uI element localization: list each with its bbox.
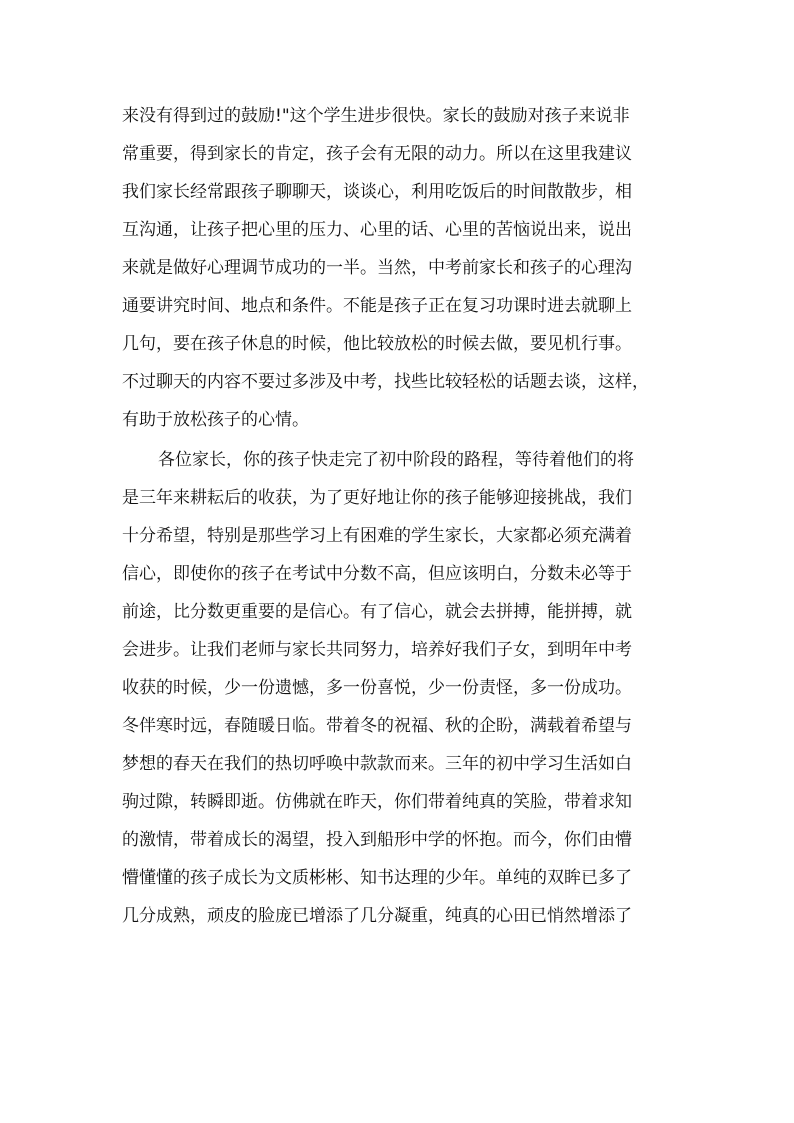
text-line: 通要讲究时间、地点和条件。不能是孩子正在复习功课时进去就聊上 bbox=[122, 296, 632, 316]
text-line: 有助于放松孩子的心情。 bbox=[122, 410, 309, 430]
paragraph-first-line: 各位家长，你的孩子快走完了初中阶段的路程，等待着他们的将 bbox=[158, 450, 634, 470]
text-line: 来没有得到过的鼓励!"这个学生进步很快。家长的鼓励对孩子来说非 bbox=[122, 106, 630, 126]
text-line: 冬伴寒时远，春随暖日临。带着冬的祝福、秋的企盼，满载着希望与 bbox=[122, 716, 632, 736]
text-line: 信心，即使你的孩子在考试中分数不高，但应该明白，分数未必等于 bbox=[122, 564, 632, 584]
text-line: 是三年来耕耘后的收获，为了更好地让你的孩子能够迎接挑战，我们 bbox=[122, 488, 632, 508]
text-line: 懵懂懂的孩子成长为文质彬彬、知书达理的少年。单纯的双眸已多了 bbox=[122, 868, 632, 888]
text-line: 不过聊天的内容不要过多涉及中考，找些比较轻松的话题去谈，这样， bbox=[122, 372, 649, 392]
text-line: 互沟通，让孩子把心里的压力、心里的话、心里的苦恼说出来，说出 bbox=[122, 220, 632, 240]
text-line: 我们家长经常跟孩子聊聊天，谈谈心，利用吃饭后的时间散散步，相 bbox=[122, 182, 632, 202]
text-line: 收获的时候，少一份遗憾，多一份喜悦，少一份责怪，多一份成功。 bbox=[122, 678, 632, 698]
text-line: 几句，要在孩子休息的时候，他比较放松的时候去做，要见机行事。 bbox=[122, 334, 632, 354]
text-line: 来就是做好心理调节成功的一半。当然，中考前家长和孩子的心理沟 bbox=[122, 258, 632, 278]
text-line: 常重要，得到家长的肯定，孩子会有无限的动力。所以在这里我建议 bbox=[122, 144, 632, 164]
text-line: 会进步。让我们老师与家长共同努力，培养好我们子女，到明年中考 bbox=[122, 640, 632, 660]
text-line: 几分成熟，顽皮的脸庞已增添了几分凝重，纯真的心田已悄然增添了 bbox=[122, 906, 632, 926]
text-line: 的激情，带着成长的渴望，投入到船形中学的怀抱。而今，你们由懵 bbox=[122, 830, 632, 850]
text-line: 十分希望，特别是那些学习上有困难的学生家长，大家都必须充满着 bbox=[122, 526, 632, 546]
text-line: 驹过隙，转瞬即逝。仿佛就在昨天，你们带着纯真的笑脸，带着求知 bbox=[122, 792, 632, 812]
text-line: 梦想的春天在我们的热切呼唤中款款而来。三年的初中学习生活如白 bbox=[122, 754, 632, 774]
text-line: 前途，比分数更重要的是信心。有了信心，就会去拼搏，能拼搏，就 bbox=[122, 602, 632, 622]
